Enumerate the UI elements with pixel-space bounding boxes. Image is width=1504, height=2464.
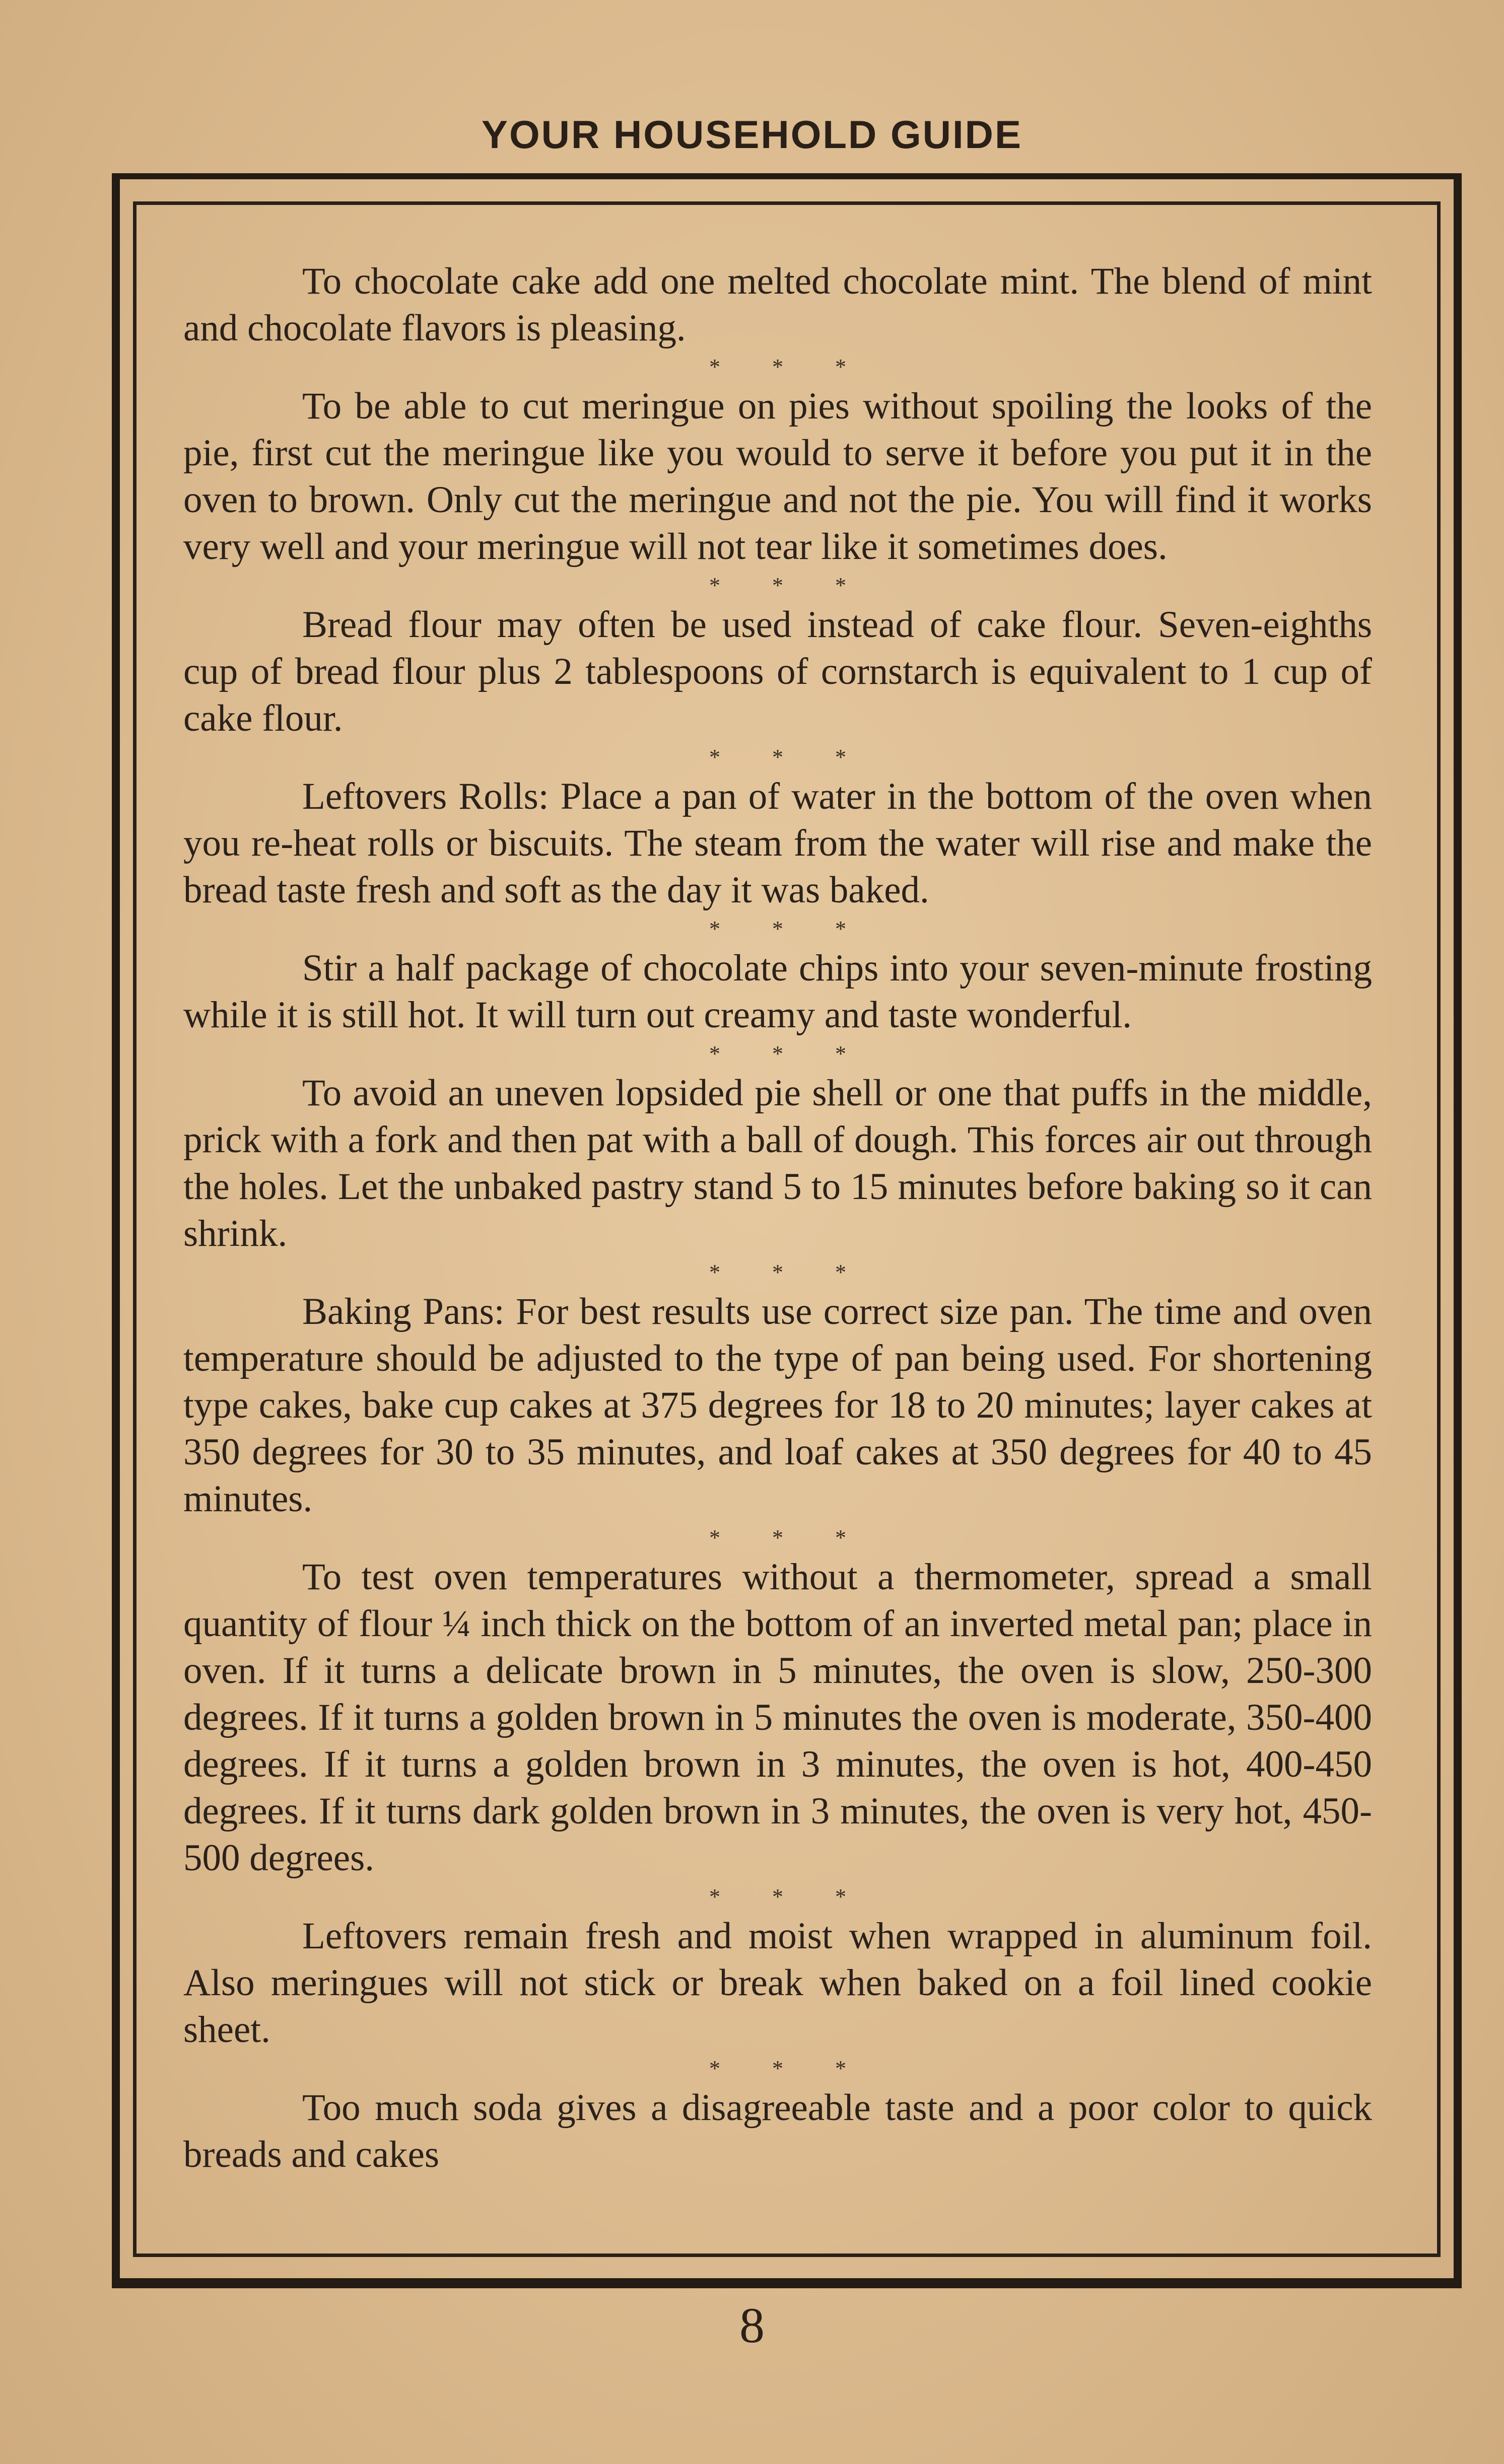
tip-paragraph: To avoid an uneven lopsided pie shell or one that puffs in the middle, prick with a fork and then pat with a ball of dough. This forces air out through the holes. Let the unbaked pastry stand 5 to 15 minutes before baking so it can shrink.	[183, 1072, 1372, 1254]
separator-stars: * * *	[709, 917, 869, 941]
tip-paragraph: To chocolate cake add one melted chocolate mint. The blend of mint and chocolate flavors is pleasing.	[183, 260, 1372, 349]
separator-stars: * * *	[709, 1884, 869, 1909]
page-number: 8	[739, 2297, 765, 2353]
tip-paragraph: To test oven temperatures without a thermometer, spread a small quantity of flour ¼ inch thick on the bottom of an inverted metal pan; place in oven. If it turns a delicate brown in 5 minutes, the oven is slow, 250-300 degrees. If it turns a golden brown in 5 minutes the oven is moderate, 350-400 degrees. If it turns a golden brown in 3 minutes, the oven is hot, 400-450 degrees. If it turns dark golden brown in 3 minutes, the oven is very hot, 450-500 degrees.	[183, 1556, 1372, 1879]
separator-stars: * * *	[709, 1041, 869, 1066]
tips-content	[183, 258, 1372, 2178]
tip-paragraph: To be able to cut meringue on pies without spoiling the looks of the pie, first cut the meringue like you would to serve it before you put it in the oven to brown. Only cut the meringue and not the pie. You will find it works very well and your meringue will not tear like it sometimes does.	[183, 385, 1372, 568]
tip-paragraph: Too much soda gives a disagreeable taste and a poor color to quick breads and cakes	[183, 2087, 1372, 2175]
tip-paragraph: Baking Pans: For best results use correct size pan. The time and oven temperature should be adjusted to the type of pan being used. For shortening type cakes, bake cup cakes at 375 degrees for 18 to 20 minutes; layer cakes at 350 degrees for 30 to 35 minutes, and loaf cakes at 350 degrees for 40 to 45 minutes.	[183, 1291, 1372, 1520]
page-header: YOUR HOUSEHOLD GUIDE	[481, 112, 1023, 157]
tip-paragraph: Leftovers Rolls: Place a pan of water in the bottom of the oven when you re-heat rolls or biscuits. The steam from the water will rise and make the bread taste fresh and soft as the day it was baked.	[183, 776, 1372, 911]
separator-stars: * * *	[709, 573, 869, 598]
separator-stars: * * *	[709, 1525, 869, 1550]
tip-paragraph: Bread flour may often be used instead of cake flour. Seven-eighths cup of bread flour plus 2 tablespoons of cornstarch is equivalent to 1 cup of cake flour.	[183, 604, 1372, 739]
separator-stars: * * *	[709, 745, 869, 769]
separator-stars: * * *	[709, 1260, 869, 1285]
separator-stars: * * *	[709, 2056, 869, 2081]
tip-paragraph: Leftovers remain fresh and moist when wrapped in aluminum foil. Also meringues will not stick or break when baked on a foil lined cookie sheet.	[183, 1915, 1372, 2051]
tip-paragraph: Stir a half package of chocolate chips into your seven-minute frosting while it is still hot. It will turn out creamy and taste wonderful.	[183, 947, 1372, 1036]
separator-stars: * * *	[709, 355, 869, 379]
